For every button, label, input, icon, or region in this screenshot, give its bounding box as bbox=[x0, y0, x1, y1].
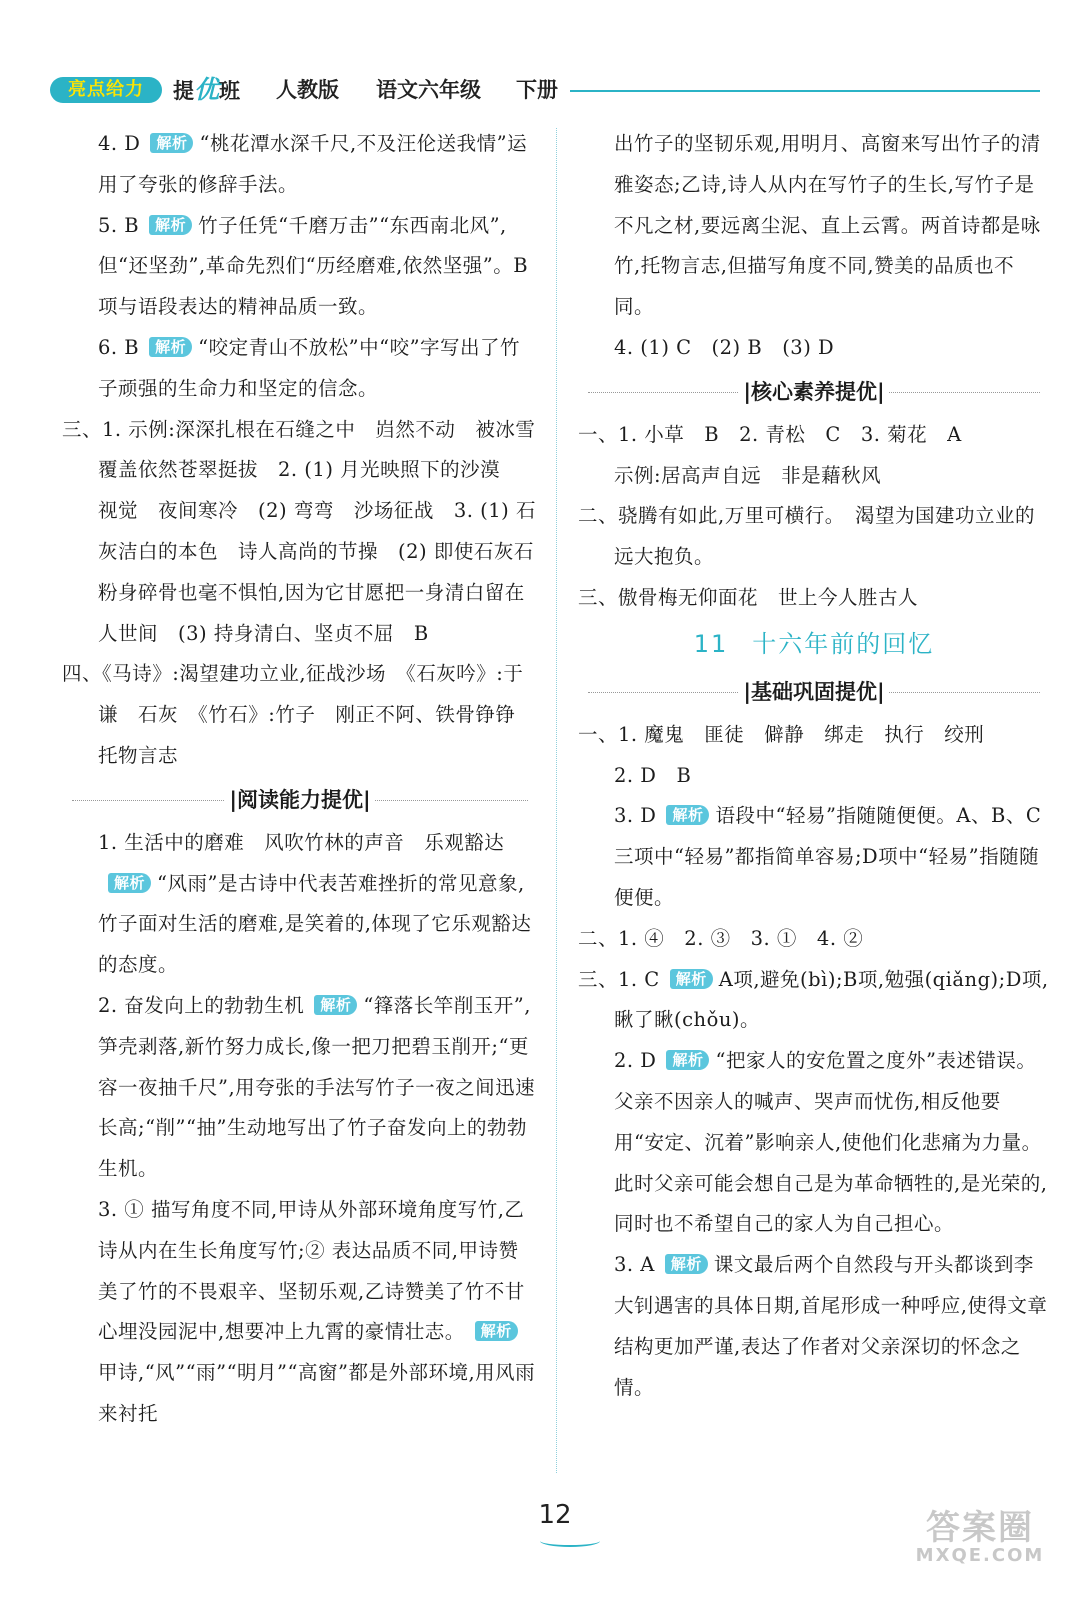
analysis-tag: 解析 bbox=[150, 133, 193, 153]
basic-answer-2: 二、1. ④ 2. ③ 3. ① 4. ② bbox=[578, 926, 864, 950]
analysis-tag: 解析 bbox=[666, 805, 709, 825]
reading-answer-3: 3. ① 描写角度不同,甲诗从外部环境角度写竹,乙诗从内在生长角度写竹;② 表达品质不同,甲诗赞美了竹的不畏艰辛、坚韧乐观,乙诗赞美了竹不甘心埋没园泥中,想要冲上九霄的豪情壮志。 解析甲诗,“风”“雨”“明月”“高窗”都是外部环境,用风雨来衬托 bbox=[98, 1197, 536, 1425]
analysis-tag: 解析 bbox=[149, 215, 192, 235]
reading-answer-3-continued: 出竹子的坚韧乐观,用明月、高窗来写出竹子的清雅姿态;乙诗,诗人从内在写竹子的生长,写竹子是不凡之材,要远离尘泥、直上云霄。两首诗都是咏竹,托物言志,但描写角度不同,赞美的品质也不同。 bbox=[614, 132, 1041, 319]
analysis-tag: 解析 bbox=[314, 995, 357, 1015]
series-title: 提优班 bbox=[173, 75, 241, 104]
page-header bbox=[50, 72, 1040, 110]
basic-answer-3-1: 三、1. C 解析 A项,避免(bì);B项,勉强(qiǎng);D项,瞅了瞅(chǒu)。 bbox=[578, 967, 1049, 1032]
subject-label: 语文六年级 bbox=[376, 78, 481, 102]
watermark: 答案圈 MXQE.COM bbox=[915, 1508, 1045, 1566]
basic-answer-3-2: 2. D 解析 “把家人的安危置之度外”表述错误。父亲不因亲人的喊声、哭声而忧伤,相反他要用“安定、沉着”影响亲人,使他们化悲痛为力量。此时父亲可能会想自己是为革命牺牲的,是光荣的,同时也不希望自己的家人为自己担心。 bbox=[614, 1049, 1048, 1236]
analysis-tag: 解析 bbox=[665, 1254, 708, 1274]
page-number-swoosh bbox=[540, 1535, 600, 1547]
basic-answer-3-3: 3. A 解析 课文最后两个自然段与开头都谈到李大钊遇害的具体日期,首尾形成一种呼应,使得文章结构更加严谨,表达了作者对父亲深切的怀念之情。 bbox=[614, 1253, 1048, 1399]
answer-4: 4. D 解析 “桃花潭水深千尺,不及汪伦送我情”运用了夸张的修辞手法。 bbox=[98, 132, 528, 196]
brand-badge: 亮点给力 bbox=[50, 77, 162, 103]
column-divider bbox=[556, 128, 557, 1473]
core-answer-1: 一、1. 小草 B 2. 青松 C 3. 菊花 A 示例:居高声自远 非是藉秋风 bbox=[578, 422, 962, 487]
analysis-tag: 解析 bbox=[475, 1321, 518, 1341]
left-column bbox=[62, 124, 538, 1435]
page-number: 12 bbox=[538, 1500, 572, 1530]
section-heading-core: |核心素养提优| bbox=[578, 369, 1050, 415]
core-answer-2: 二、骁腾有如此,万里可横行。 渴望为国建功立业的远大抱负。 bbox=[578, 504, 1035, 569]
volume-label: 下册 bbox=[516, 78, 558, 102]
analysis-tag: 解析 bbox=[149, 337, 192, 357]
lesson-name: 十六年前的回忆 bbox=[752, 629, 935, 658]
reading-answer-2: 2. 奋发向上的勃勃生机 解析 “箨落长竿削玉开”,笋壳剥落,新竹努力成长,像一把刀把碧玉削开;“更容一夜抽千尺”,用夸张的手法写竹子一夜之间迅速长高;“削”“抽”生动地写出了竹子奋发向上的勃勃生机。 bbox=[98, 993, 536, 1181]
section-3-answers: 三、1. 示例:深深扎根在石缝之中 岿然不动 被冰雪覆盖依然苍翠挺拔 2. (1) 月光映照下的沙漠 视觉 夜间寒冷 (2) 弯弯 沙场征战 3. (1) 石灰洁白的本色 诗人高尚的节操 (2) 即使石灰石粉身碎骨也毫不惧怕,因为它甘愿把一身清白留在人世间 (3) 持身清白、坚贞不屈 B bbox=[62, 417, 536, 645]
analysis-tag: 解析 bbox=[670, 969, 713, 989]
basic-answer-1-1: 一、1. 魔鬼 匪徒 僻静 绑走 执行 绞刑 bbox=[578, 722, 985, 746]
lesson-number: 11 bbox=[693, 629, 729, 658]
analysis-tag: 解析 bbox=[666, 1050, 709, 1070]
basic-answer-1-2: 2. D B bbox=[614, 763, 692, 787]
answer-6: 6. B 解析 “咬定青山不放松”中“咬”字写出了竹子顽强的生命力和坚定的信念。 bbox=[98, 335, 521, 400]
lesson-title bbox=[578, 619, 1050, 669]
header-rule bbox=[570, 90, 1040, 92]
section-4-answers: 四、《马诗》:渴望建功立业,征战沙场 《石灰吟》:于谦 石灰 《竹石》:竹子 刚正不阿、铁骨铮铮 托物言志 bbox=[62, 662, 536, 767]
analysis-tag: 解析 bbox=[108, 873, 151, 893]
basic-answer-1-3: 3. D 解析 语段中“轻易”指随随便便。A、B、C三项中“轻易”都指简单容易;D项中“轻易”指随随便便。 bbox=[614, 804, 1042, 909]
section-heading-reading: |阅读能力提优| bbox=[62, 777, 538, 823]
edition-label: 人教版 bbox=[276, 78, 339, 102]
right-column bbox=[578, 124, 1050, 1408]
reading-answer-1: 1. 生活中的磨难 风吹竹林的声音 乐观豁达解析 “风雨”是古诗中代表苦难挫折的常见意象,竹子面对生活的磨难,是笑着的,体现了它乐观豁达的态度。 bbox=[98, 830, 532, 977]
reading-answer-4: 4. (1) C (2) B (3) D bbox=[614, 335, 835, 359]
core-answer-3: 三、傲骨梅无仰面花 世上今人胜古人 bbox=[578, 585, 919, 609]
section-heading-basic: |基础巩固提优| bbox=[578, 669, 1050, 715]
answer-5: 5. B 解析 竹子任凭“千磨万击”“东西南北风”,但“还坚劲”,革命先烈们“历经磨难,依然坚强”。B项与语段表达的精神品质一致。 bbox=[98, 213, 529, 319]
